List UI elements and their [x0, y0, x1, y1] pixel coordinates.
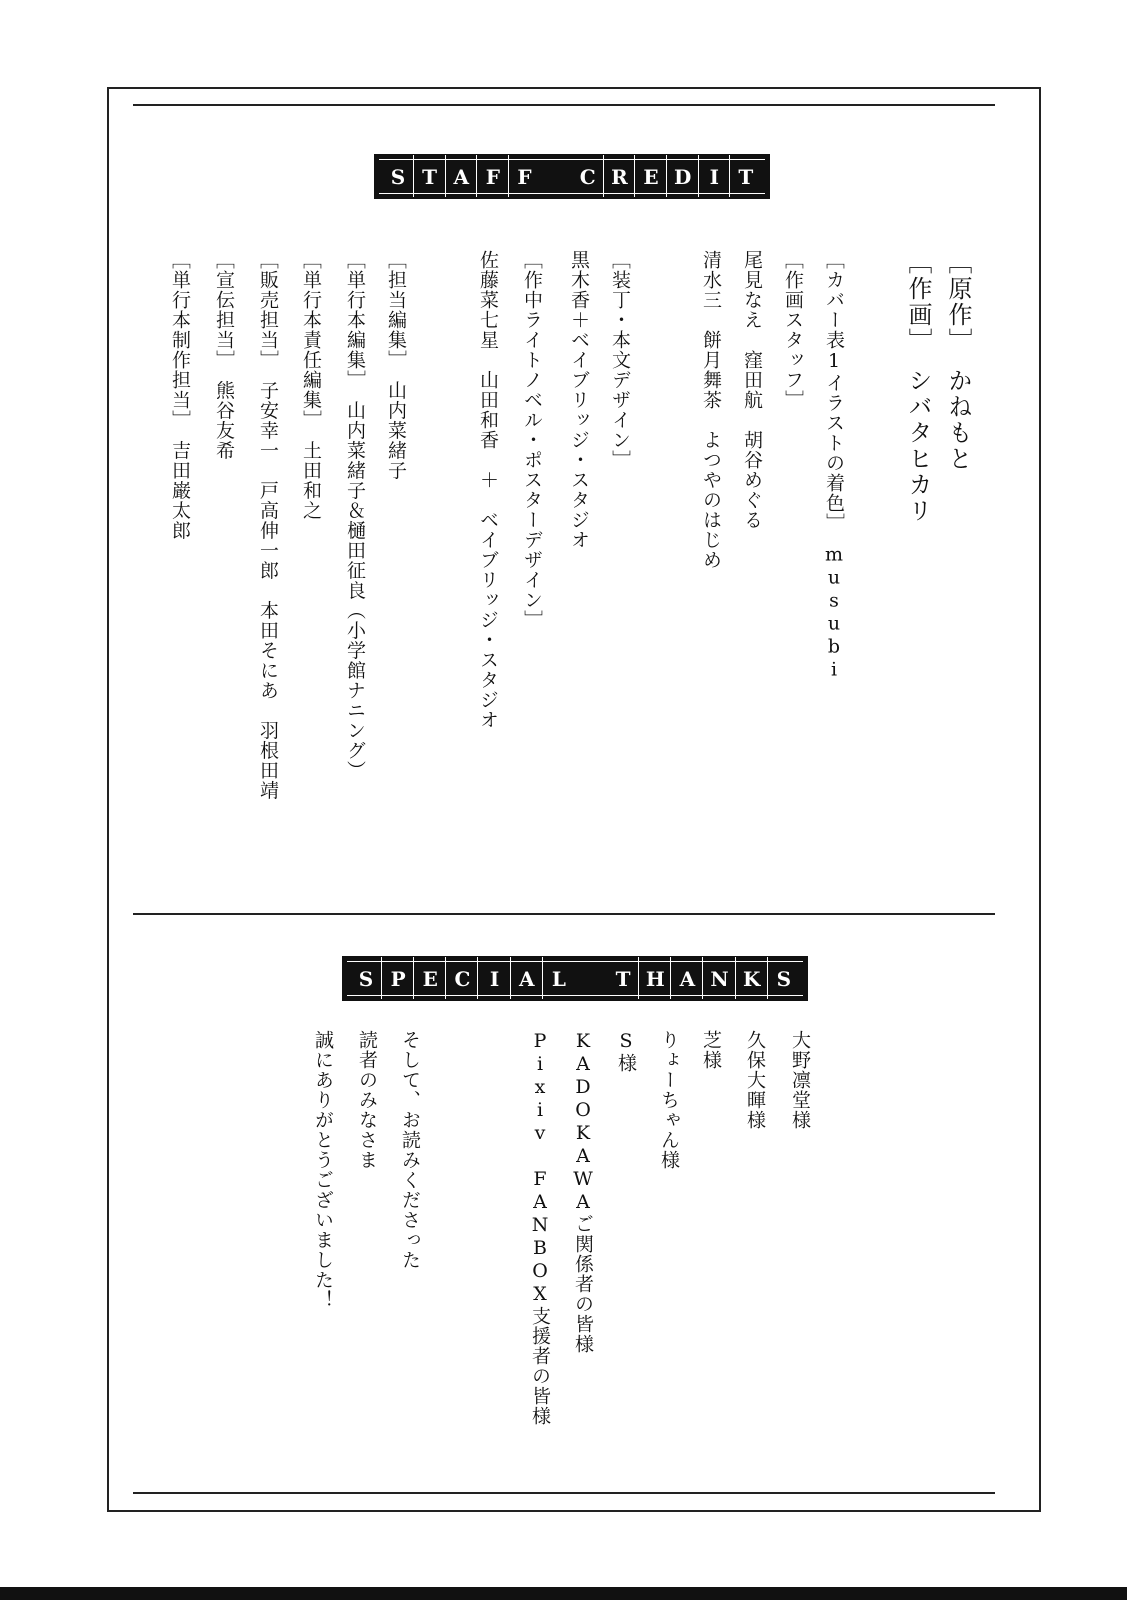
credit-poster-label: ［作中ライトノベル・ポスターデザイン］ — [521, 250, 543, 630]
middle-divider — [133, 913, 995, 915]
credit-art-staff-names-2: 清水三 餅月舞茶 よつやのはじめ — [700, 250, 722, 570]
thanks-closing-3: 誠にありがとうございました！ — [312, 1030, 334, 1310]
thanks-closing-1: そして、お読みくださった — [399, 1030, 421, 1270]
credit-sales: ［販売担当］ 子安幸一 戸高伸一郎 本田そにあ 羽根田靖 — [257, 250, 279, 801]
credit-production: ［単行本制作担当］ 吉田巌太郎 — [169, 250, 191, 541]
credit-promotion: ［宣伝担当］ 熊谷友希 — [213, 250, 235, 461]
credit-original: ［原作］ かねもと — [944, 250, 972, 472]
credit-design-label: ［装丁・本文デザイン］ — [609, 250, 631, 470]
thanks-item: KADOKAWAご関係者の皆様 — [572, 1030, 594, 1354]
special-thanks-banner: S P E C I A L T H A N K S — [342, 956, 808, 1001]
thanks-closing-2: 読者のみなさま — [356, 1030, 378, 1170]
thanks-item: S様 — [615, 1030, 637, 1073]
credit-cover-color: ［カバー表1イラストの着色］ musubi — [823, 250, 845, 682]
thanks-item: 大野凛堂様 — [789, 1030, 811, 1130]
credit-art: ［作画］ シバタヒカリ — [904, 250, 932, 524]
credit-editor: ［担当編集］ 山内菜緒子 — [385, 250, 407, 481]
top-divider — [133, 104, 995, 106]
credit-design-names: 黒木香＋ベイブリッジ・スタジオ — [568, 250, 590, 550]
credit-art-staff-names-1: 尾見なえ 窪田航 胡谷めぐる — [741, 250, 763, 530]
thanks-item: 久保大暉様 — [744, 1030, 766, 1130]
credit-poster-names: 佐藤菜七星 山田和香 ＋ ベイブリッジ・スタジオ — [477, 250, 499, 730]
thanks-item: りょーちゃん様 — [658, 1030, 680, 1170]
staff-credit-banner: S T A F F C R E D I T — [374, 154, 770, 199]
thanks-item: 芝様 — [700, 1030, 722, 1070]
thanks-item: Pixiv FANBOX支援者の皆様 — [529, 1030, 551, 1426]
bottom-divider — [133, 1492, 995, 1494]
credit-book-editor: ［単行本編集］ 山内菜緒子＆樋田征良（小学館ナニング） — [344, 250, 366, 781]
credit-chief-editor: ［単行本責任編集］ 土田和之 — [300, 250, 322, 521]
credit-art-staff-label: ［作画スタッフ］ — [782, 250, 804, 410]
page-bottom-bar — [0, 1587, 1127, 1600]
